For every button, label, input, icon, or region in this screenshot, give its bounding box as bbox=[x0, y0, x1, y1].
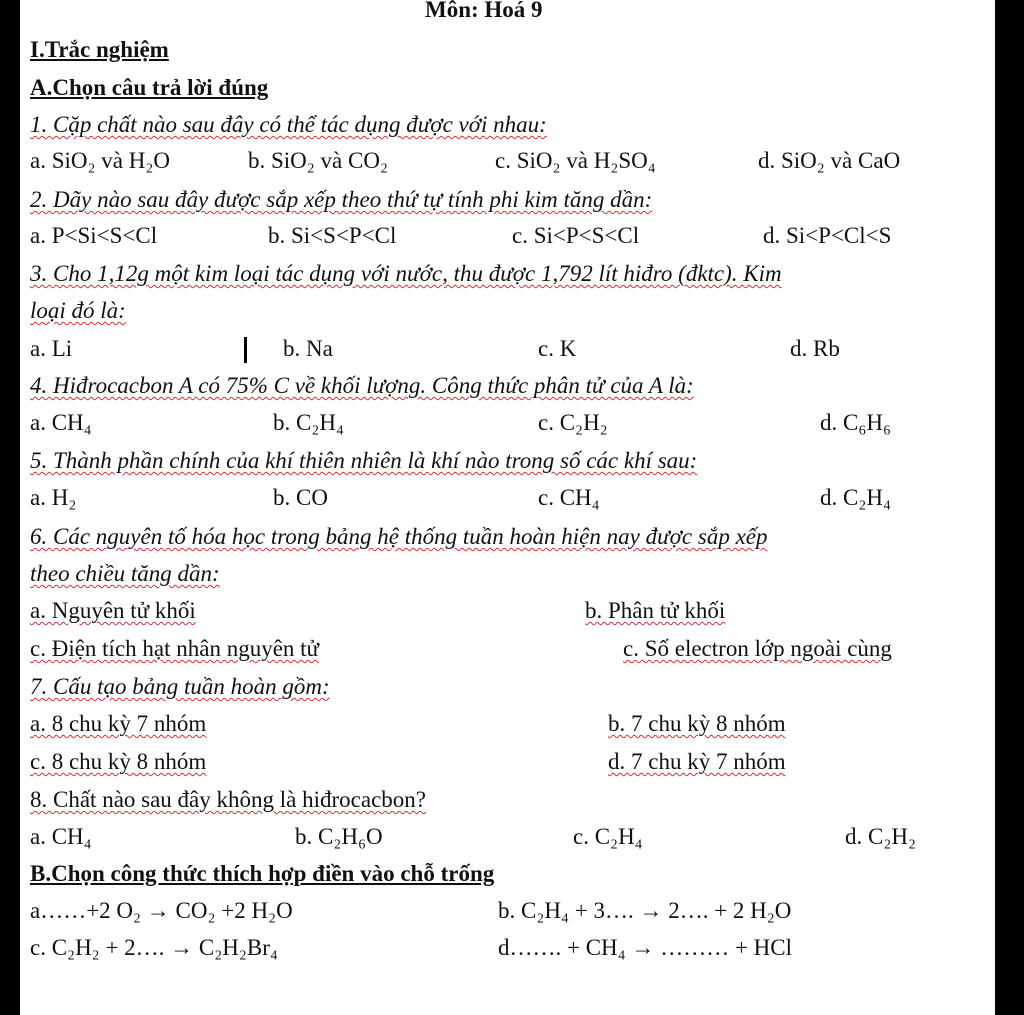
equation-c: c. C₂H₂ + 2…. → C₂H₂Br₄ bbox=[30, 935, 278, 960]
question-3-line-2: loại đó là: bbox=[30, 298, 126, 323]
question-8: 8. Chất nào sau đây không là hiđrocacbon? bbox=[30, 787, 426, 812]
q6-option-c: c. Điện tích hạt nhân nguyên tử bbox=[30, 636, 320, 661]
document-page bbox=[20, 0, 995, 1015]
q1-option-d: d. SiO₂ và CaO bbox=[758, 148, 901, 173]
q8-option-c: c. C₂H₄ bbox=[573, 824, 643, 849]
q3-option-c: c. K bbox=[538, 336, 577, 361]
q3-option-d: d. Rb bbox=[790, 336, 840, 361]
equation-a: a……+2 O₂ → CO₂ +2 H₂O bbox=[30, 898, 293, 923]
question-7: 7. Cấu tạo bảng tuần hoàn gồm: bbox=[30, 674, 330, 699]
q6-option-d: c. Số electron lớp ngoài cùng bbox=[623, 636, 892, 661]
equation-b: b. C₂H₄ + 3…. → 2…. + 2 H₂O bbox=[498, 898, 792, 923]
q5-option-b: b. CO bbox=[273, 485, 328, 510]
q2-option-c: c. Si<P<S<Cl bbox=[512, 223, 640, 248]
q8-option-b: b. C₂H₆O bbox=[295, 824, 383, 849]
q5-option-a: a. H₂ bbox=[30, 485, 77, 510]
question-1: 1. Cặp chất nào sau đây có thể tác dụng được với nhau: bbox=[30, 112, 547, 137]
q3-option-a: a. Li bbox=[30, 336, 73, 361]
q1-option-c: c. SiO₂ và H₂SO₄ bbox=[495, 148, 656, 173]
q7-option-c: c. 8 chu kỳ 8 nhóm bbox=[30, 749, 207, 774]
q2-option-a: a. P<Si<S<Cl bbox=[30, 223, 158, 248]
question-6-line-1: 6. Các nguyên tố hóa học trong bảng hệ thống tuần hoàn hiện nay được sắp xếp bbox=[30, 524, 768, 549]
question-2: 2. Dãy nào sau đây được sắp xếp theo thứ tự tính phi kim tăng dần: bbox=[30, 187, 653, 212]
q4-option-c: c. C₂H₂ bbox=[538, 410, 608, 435]
q3-option-b: b. Na bbox=[283, 336, 333, 361]
question-4: 4. Hiđrocacbon A có 75% C về khối lượng. Công thức phân tử của A là: bbox=[30, 373, 694, 398]
q6-option-b: b. Phân tử khối bbox=[585, 598, 726, 623]
question-3-line-1: 3. Cho 1,12g một kim loại tác dụng với nước, thu được 1,792 lít hiđro (đktc). Kim bbox=[30, 261, 782, 286]
q6-option-a: a. Nguyên tử khối bbox=[30, 598, 196, 623]
equation-d: d……. + CH₄ → ……… + HCl bbox=[498, 935, 793, 960]
q2-option-d: d. Si<P<Cl<S bbox=[763, 223, 892, 248]
q4-option-d: d. C₆H₆ bbox=[820, 410, 891, 435]
question-5: 5. Thành phần chính của khí thiên nhiên là khí nào trong số các khí sau: bbox=[30, 448, 698, 473]
subject-title: Môn: Hoá 9 bbox=[425, 0, 543, 22]
q7-option-d: d. 7 chu kỳ 7 nhóm bbox=[608, 749, 786, 774]
q1-option-a: a. SiO₂ và H₂O bbox=[30, 148, 170, 173]
q8-option-a: a. CH₄ bbox=[30, 824, 92, 849]
part-a-heading: A.Chọn câu trả lời đúng bbox=[30, 75, 269, 100]
q8-option-d: d. C₂H₂ bbox=[845, 824, 916, 849]
section-heading: I.Trắc nghiệm bbox=[30, 37, 169, 62]
q2-option-b: b. Si<S<P<Cl bbox=[268, 223, 397, 248]
q7-option-b: b. 7 chu kỳ 8 nhóm bbox=[608, 711, 786, 736]
part-b-heading: B.Chọn công thức thích hợp điền vào chỗ trống bbox=[30, 861, 495, 886]
q5-option-d: d. C₂H₄ bbox=[820, 485, 891, 510]
q7-option-a: a. 8 chu kỳ 7 nhóm bbox=[30, 711, 207, 736]
q1-option-b: b. SiO₂ và CO₂ bbox=[248, 148, 388, 173]
q4-option-a: a. CH₄ bbox=[30, 410, 92, 435]
question-6-line-2: theo chiều tăng dần: bbox=[30, 561, 220, 586]
q5-option-c: c. CH₄ bbox=[538, 485, 600, 510]
q4-option-b: b. C₂H₄ bbox=[273, 410, 344, 435]
text-cursor bbox=[244, 337, 247, 363]
